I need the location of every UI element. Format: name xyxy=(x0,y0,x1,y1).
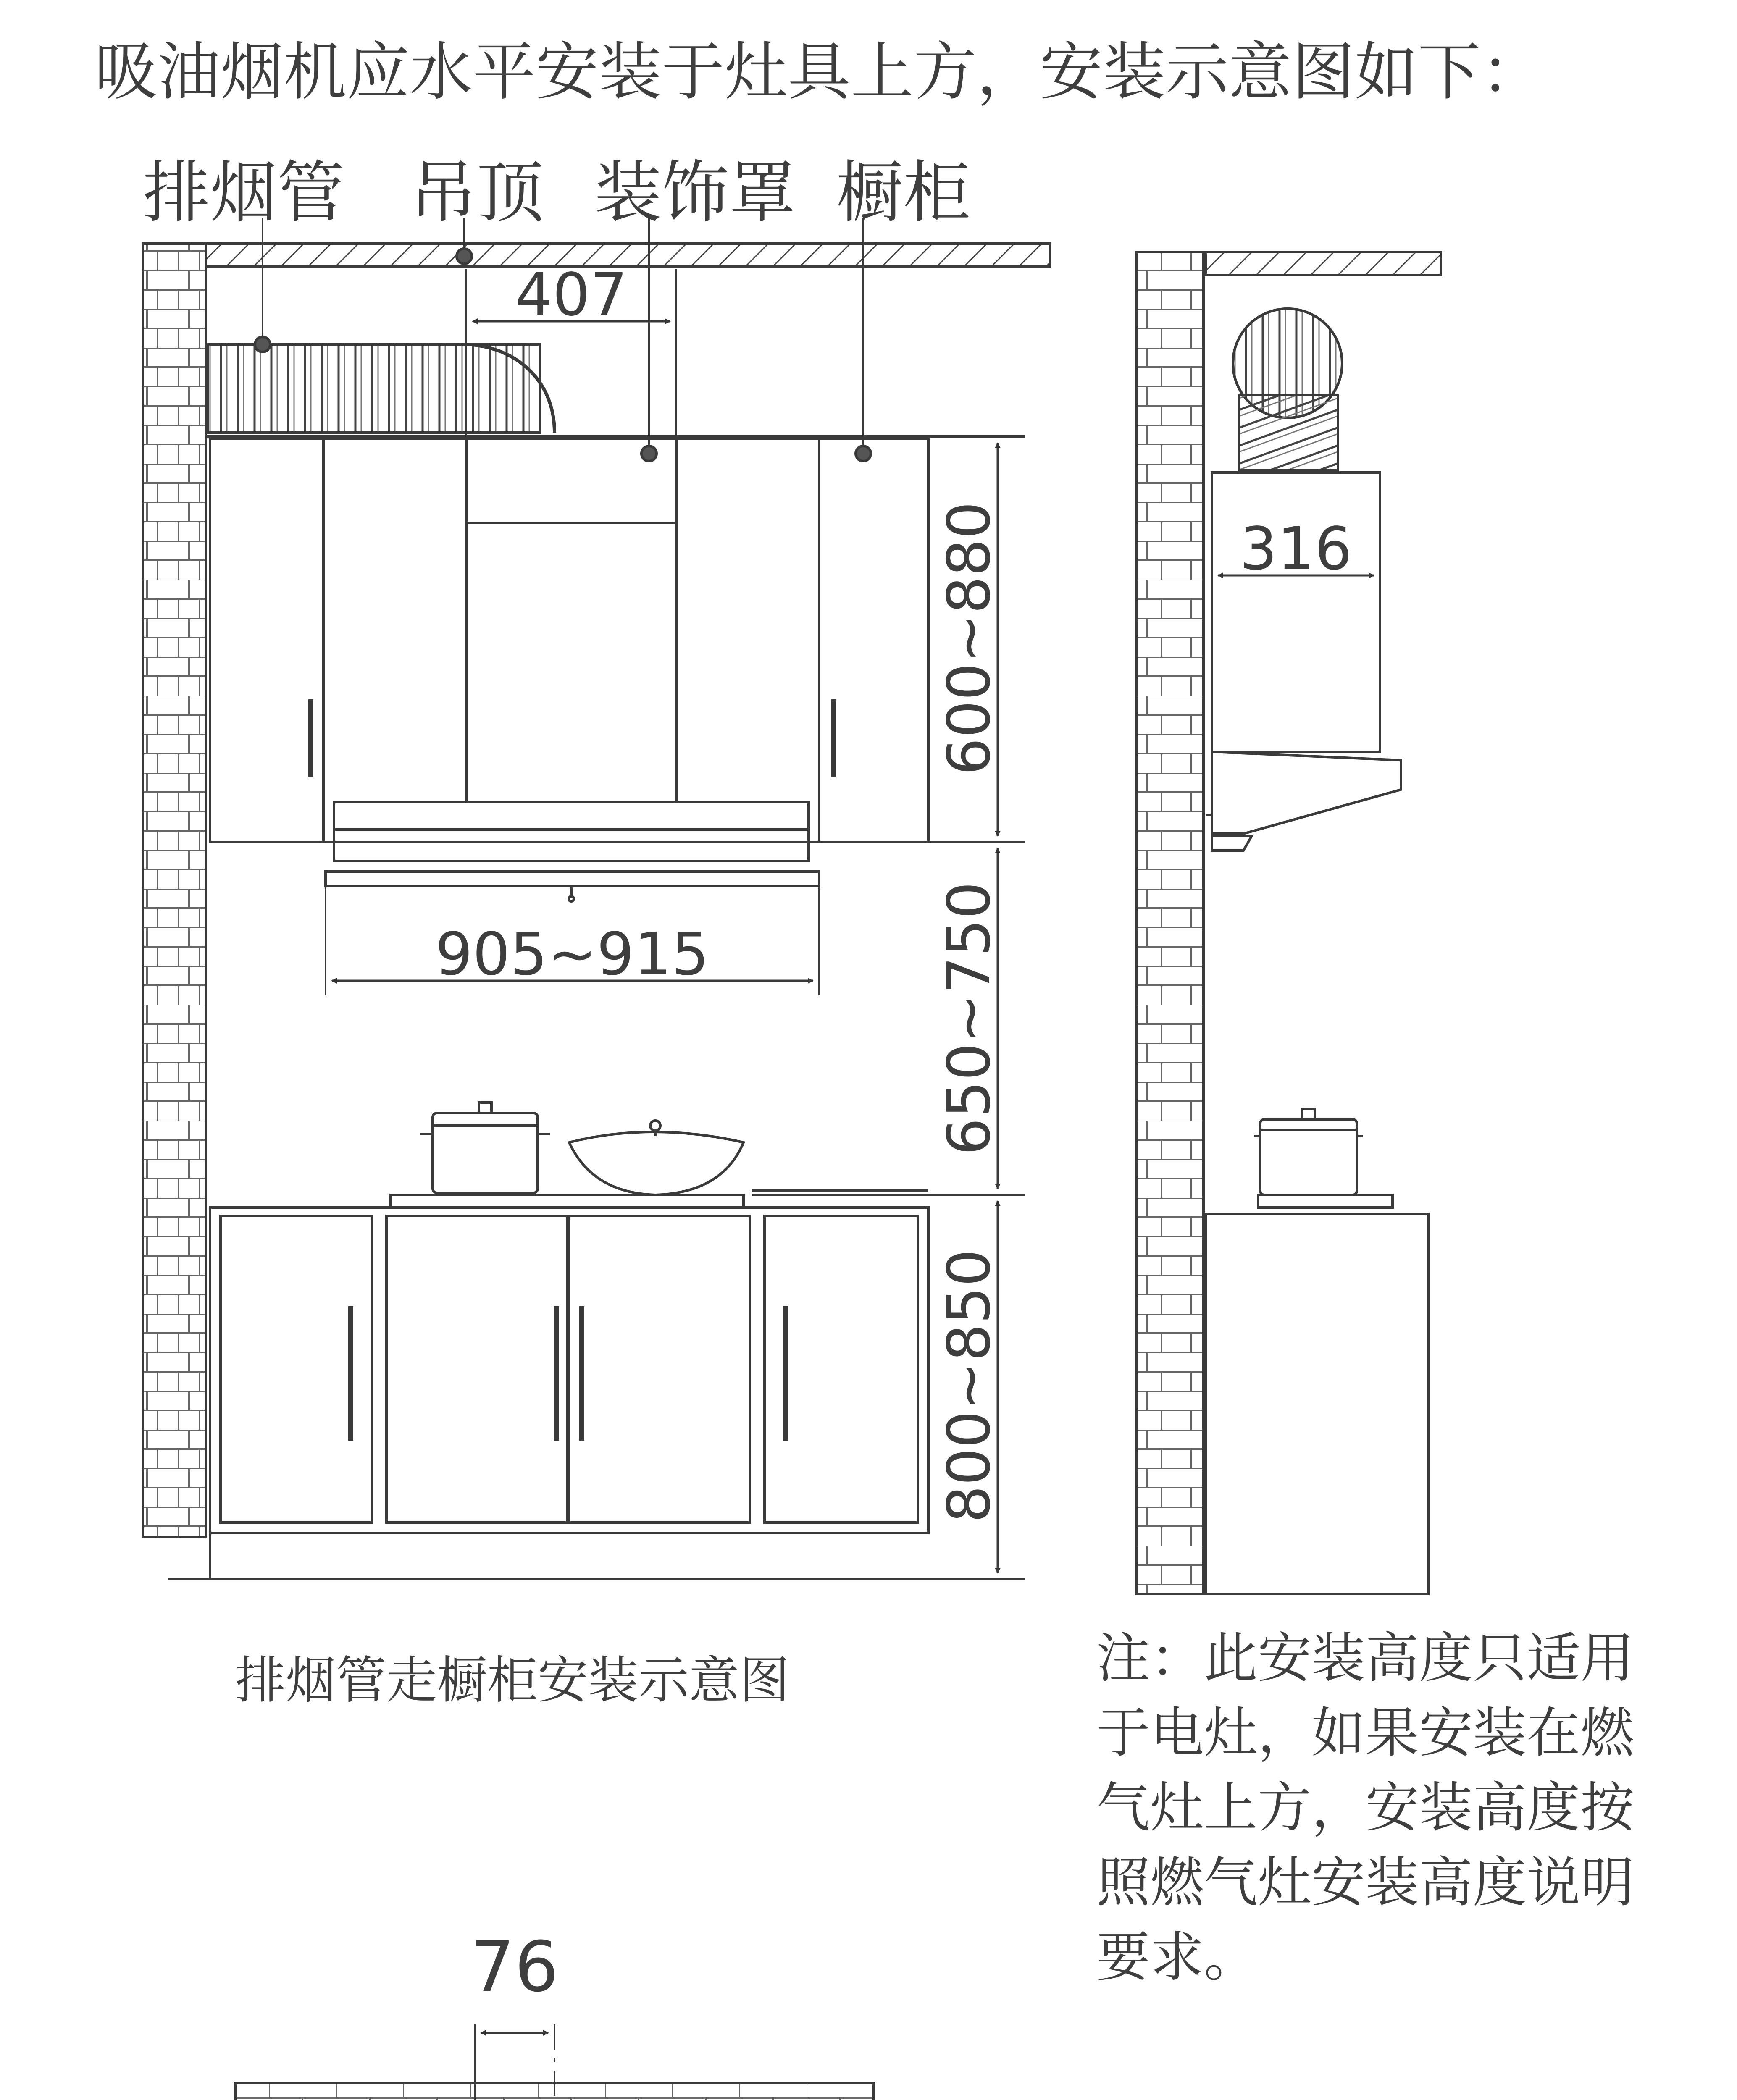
page-heading: 吸油烟机应水平安装于灶具上方，安装示意图如下： xyxy=(95,36,1544,109)
dim-cover-width: 407 xyxy=(515,261,628,329)
callout-ceiling: 吊顶 xyxy=(410,153,544,232)
dim-counter-height: 800~850 xyxy=(935,1249,1004,1523)
side-hood xyxy=(1212,752,1401,834)
caption-front-view: 排烟管走橱柜安装示意图 xyxy=(235,1651,790,1710)
dim-hood-width: 905~915 xyxy=(435,920,709,989)
side-ceiling xyxy=(1206,252,1441,275)
callout-decorative-cover: 装饰罩 xyxy=(594,153,796,232)
dim-hole-offset-x: 76 xyxy=(470,1927,559,2007)
range-hood xyxy=(334,802,809,861)
left-wall xyxy=(143,244,206,1537)
dim-side-depth: 316 xyxy=(1240,515,1352,583)
dim-install-height: 650~750 xyxy=(935,882,1004,1155)
install-note-line: 照燃气灶安装高度说明 xyxy=(1096,1851,1635,1914)
side-cover xyxy=(1212,472,1380,752)
side-wall xyxy=(1136,252,1204,1594)
dim-cover-height: 600~880 xyxy=(935,501,1004,775)
callout-cabinet: 橱柜 xyxy=(836,153,971,232)
side-floor-cabinet xyxy=(1206,1214,1428,1594)
install-note-line: 气灶上方，安装高度按 xyxy=(1096,1777,1635,1839)
exhaust-duct xyxy=(208,344,540,433)
install-note-line: 注：此安装高度只适用 xyxy=(1096,1627,1635,1690)
callout-exhaust-pipe: 排烟管 xyxy=(143,153,345,232)
install-note-line: 要求。 xyxy=(1096,1926,1258,1989)
install-note-line: 于电灶，如果安装在燃 xyxy=(1096,1702,1635,1764)
ceiling-slab xyxy=(206,244,1050,267)
wok xyxy=(569,1132,744,1195)
